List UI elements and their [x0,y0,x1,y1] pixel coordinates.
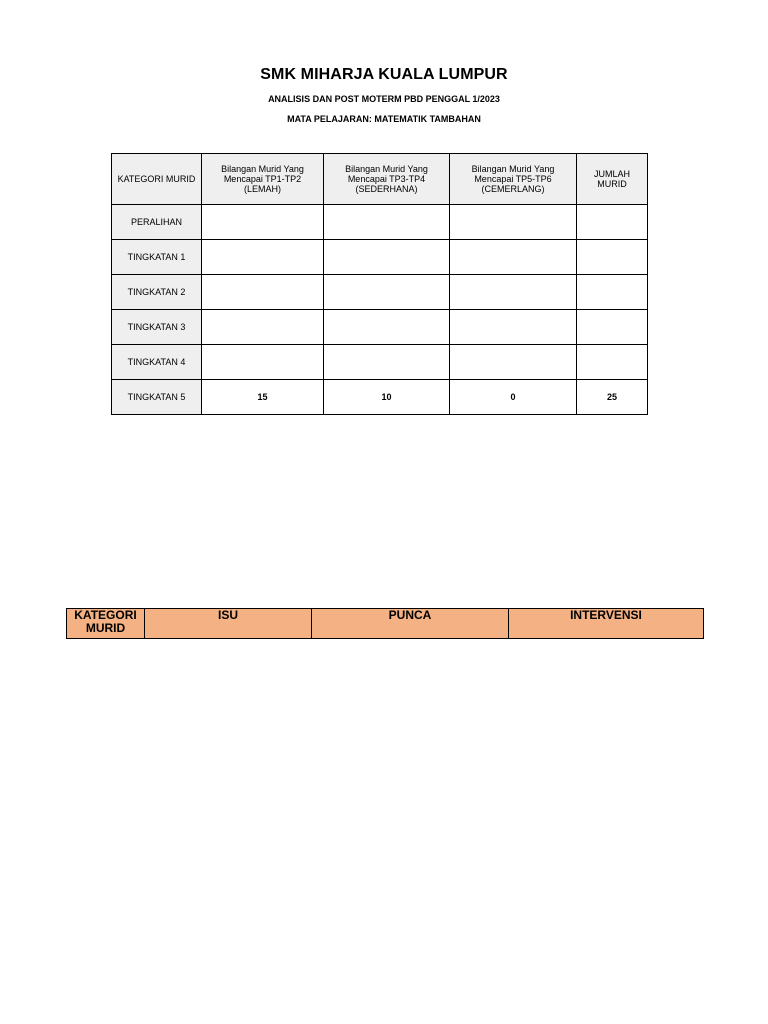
intervention-header-row [67,609,704,639]
row-category: TINGKATAN 3 [112,310,202,345]
row-category: TINGKATAN 4 [112,345,202,380]
pbd-analysis-table [111,153,648,415]
cell-cemerlang [450,310,577,345]
intervention-table [66,608,704,639]
table-header-row [112,154,648,205]
table-row [112,310,648,345]
header-intervensi: INTERVENSI [509,609,704,639]
cell-cemerlang [450,275,577,310]
table-row [112,275,648,310]
cell-sederhana [324,275,450,310]
cell-jumlah [577,275,648,310]
cell-sederhana [324,240,450,275]
cell-jumlah: 25 [577,380,648,415]
cell-jumlah [577,205,648,240]
cell-jumlah [577,240,648,275]
cell-lemah: 15 [202,380,324,415]
header-isu: ISU [145,609,312,639]
table-row [112,345,648,380]
header-lemah: Bilangan Murid Yang Mencapai TP1-TP2 (LEMAH) [202,154,324,205]
row-category: PERALIHAN [112,205,202,240]
header-punca: PUNCA [312,609,509,639]
row-category: TINGKATAN 5 [112,380,202,415]
cell-cemerlang: 0 [450,380,577,415]
cell-lemah [202,345,324,380]
cell-lemah [202,275,324,310]
cell-lemah [202,205,324,240]
cell-cemerlang [450,240,577,275]
cell-sederhana [324,205,450,240]
cell-jumlah [577,345,648,380]
header-sederhana: Bilangan Murid Yang Mencapai TP3-TP4 (SEDERHANA) [324,154,450,205]
cell-sederhana [324,310,450,345]
cell-jumlah [577,310,648,345]
row-category: TINGKATAN 2 [112,275,202,310]
header-cemerlang: Bilangan Murid Yang Mencapai TP5-TP6 (CEMERLANG) [450,154,577,205]
cell-cemerlang [450,345,577,380]
cell-cemerlang [450,205,577,240]
analysis-subtitle: ANALISIS DAN POST MOTERM PBD PENGGAL 1/2023 [268,94,500,104]
subject-subtitle: MATA PELAJARAN: MATEMATIK TAMBAHAN [287,114,481,124]
cell-lemah [202,310,324,345]
header-jumlah-murid: JUMLAH MURID [577,154,648,205]
table-row [112,205,648,240]
table-row [112,240,648,275]
header-kategori-murid: KATEGORI MURID [67,609,145,639]
document-title: SMK MIHARJA KUALA LUMPUR [260,66,508,83]
header-kategori-murid: KATEGORI MURID [112,154,202,205]
table-row [112,380,648,415]
cell-lemah [202,240,324,275]
cell-sederhana: 10 [324,380,450,415]
cell-sederhana [324,345,450,380]
row-category: TINGKATAN 1 [112,240,202,275]
